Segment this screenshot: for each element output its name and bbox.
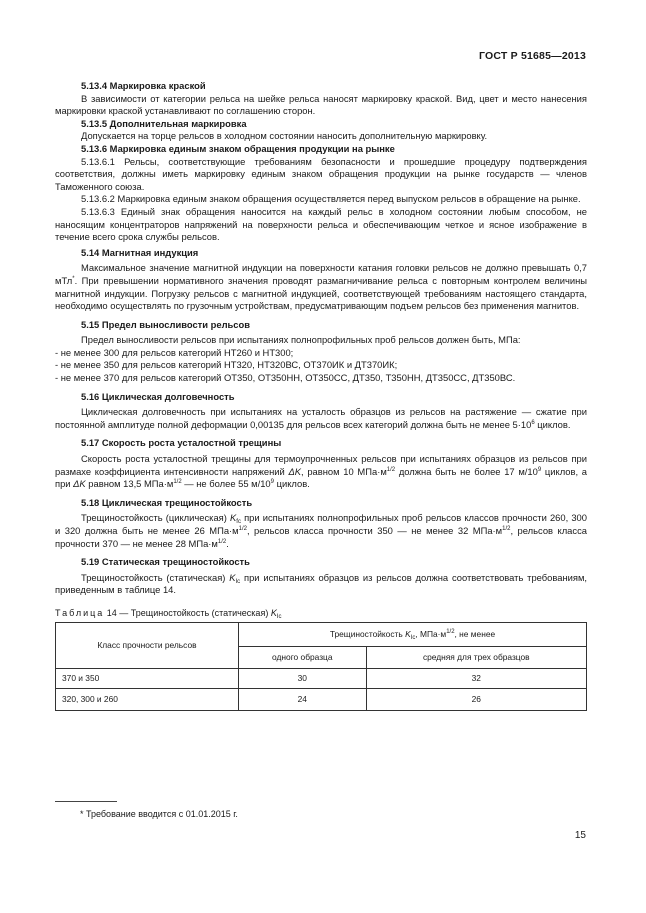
- column-header-class: Класс прочности рельсов: [56, 622, 239, 668]
- section-5-14-title: 5.14 Магнитная индукция: [81, 246, 199, 258]
- cell-class: 370 и 350: [56, 668, 239, 688]
- standard-code: ГОСТ Р 51685—2013: [478, 50, 586, 62]
- section-5-13-4-text: В зависимости от категории рельса на шейке рельса наносят маркировку краской. Вид, цвет и место нанесения маркировки краской устанавливают по соглашению сторон.: [55, 92, 587, 117]
- section-5-19-text: Трещиностойкость (статическая) $K_{Ic}$ при испытаниях образцов из рельсов должна соответствовать требованиям, приведенным в таблице 14.: [55, 571, 587, 596]
- list-item: - не менее 370 для рельсов категорий ОТ350, ОТ350НН, ОТ350СС, ДТ350, Т350НН, ДТ350СС, ДТ350ВС.: [55, 372, 516, 384]
- section-5-13-5-title: 5.13.5 Дополнительная маркировка: [81, 117, 247, 129]
- section-5-16-text: Циклическая долговечность при испытаниях на усталость образцов из рельсов на растяжение — сжатие при постоянной амплитуде полной деформации 0,00135 для рельсов всех категорий должна быть не менее $5\cdot 10^6$ циклов.: [55, 406, 587, 430]
- list-item: - не менее 350 для рельсов категорий НТ320, НТ320ВС, ОТ370ИК и ДТ370ИК;: [55, 359, 398, 371]
- cell-class: 320, 300 и 260: [56, 688, 239, 710]
- crack-resistance-table: [55, 622, 587, 711]
- table-row: [56, 688, 587, 710]
- section-5-13-5-text: Допускается на торце рельсов в холодном состоянии наносить дополнительную маркировку.: [81, 130, 488, 142]
- section-5-18-title: 5.18 Циклическая трещиностойкость: [81, 496, 253, 508]
- section-5-17-text: Скорость роста усталостной трещины для термоупрочненных рельсов при испытаниях образцов из рельсов при размахе коэффициента интенсивности напряжений ΔK, равном 10 $МПа\cdot м^{1/2}$ должна быть не более 17 $м/10^9$ циклов, а при ΔK равном 13,5 $МПа\cdot м^{1/2}$ — не более 55 $м/10^9$ циклов.: [55, 453, 587, 490]
- cell-one: 24: [239, 688, 367, 710]
- section-5-13-6-3-text: 5.13.6.3 Единый знак обращения наносится на каждый рельс в холодном состоянии любым способом, не наносящим концентраторов напряжений на поверхности рельса и обеспечивающим четкое и ясное изображение в течение всего срока службы рельсов.: [55, 205, 587, 243]
- cell-avg: 26: [366, 688, 586, 710]
- cell-avg: 32: [366, 668, 586, 688]
- footnote: * Требование вводится с 01.01.2015 г.: [80, 809, 238, 819]
- section-5-14-text: Максимальное значение магнитной индукции на поверхности катания головки рельсов не должно превышать 0,7 мТл*. При превышении нормативного значения проводят размагничивание рельса с повторным контролем величины магнитной индукции. Погрузку рельсов с магнитной индукцией, соответствующей требованиям настоящего стандарта, необходимо осуществлять по грузочным устройствам, предусматривающим подъем рельсов без применения магнитов.: [55, 262, 587, 312]
- cell-one: 30: [239, 668, 367, 688]
- page-body: [55, 80, 587, 711]
- footnote-divider: [55, 801, 117, 802]
- section-5-18-text: Трещиностойкость (циклическая) $K_{fc}$ при испытаниях полнопрофильных проб рельсов классов прочности 260, 300 и 320 должна быть не менее 26 $МПа\cdot м^{1/2}$, рельсов класса прочности 350 — не менее 32 $МПа\cdot м^{1/2}$, рельсов класса прочности 370 — не менее 28 $МПа\cdot м^{1/2}$.: [55, 512, 587, 549]
- column-header-group: Трещиностойкость $K_{Ic}$, $МПа\cdot м^{1/2}$, не менее: [239, 622, 587, 646]
- page-number: 15: [574, 830, 586, 841]
- column-header-avg-three: средняя для трех образцов: [366, 646, 586, 668]
- column-header-one-sample: одного образца: [239, 646, 367, 668]
- section-5-19-title: 5.19 Статическая трещиностойкость: [81, 556, 250, 568]
- section-5-13-6-1-text: 5.13.6.1 Рельсы, соответствующие требованиям безопасности и прошедшие процедуру подтверждения соответствия, должны иметь маркировку единым знаком обращения продукции на рынке государств — членов Таможенного союза.: [55, 155, 587, 192]
- section-5-17-title: 5.17 Скорость роста усталостной трещины: [81, 437, 282, 449]
- section-5-15-intro: Предел выносливости рельсов при испытаниях полнопрофильных проб рельсов должен быть, МПа:: [81, 334, 521, 346]
- section-5-13-6-title: 5.13.6 Маркировка единым знаком обращения продукции на рынке: [81, 142, 395, 154]
- table-row: [56, 668, 587, 688]
- section-5-13-4-title: 5.13.4 Маркировка краской: [81, 80, 206, 91]
- table-caption: Таблица 14 — Трещиностойкость (статическая) $K_{Ic}$: [55, 607, 282, 620]
- section-5-15-title: 5.15 Предел выносливости рельсов: [81, 318, 251, 330]
- section-5-16-title: 5.16 Циклическая долговечность: [81, 390, 235, 402]
- list-item: - не менее 300 для рельсов категорий НТ260 и НТ300;: [55, 346, 294, 358]
- section-5-13-6-2-text: 5.13.6.2 Маркировка единым знаком обращения осуществляется перед выпуском рельсов в обращение на рынке.: [81, 193, 581, 205]
